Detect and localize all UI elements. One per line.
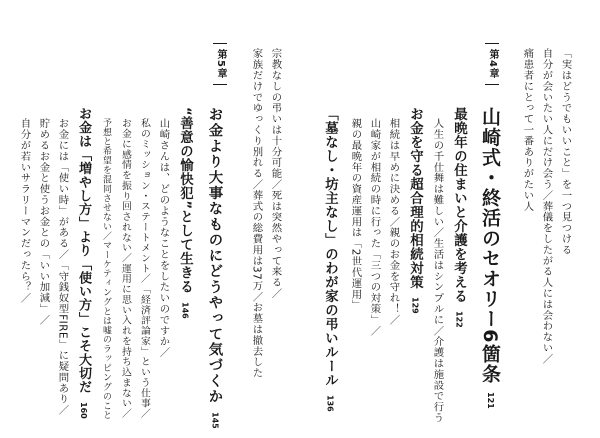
ch5-title-text: お金より大事なものにどうやって気づくか (206, 107, 223, 405)
ch4-intro-line-1: 「実はどうでもいいこと」を一つ見つける (559, 48, 572, 256)
ch4-sec2-sub-2: 山崎家が相続の時に行った「三つの対策」／ (368, 118, 381, 336)
ch4-sec2-title-text: お金を守る超合理的相続対策 (407, 107, 423, 289)
ch5-sec1-title[interactable] (178, 107, 191, 319)
ch5-sec2-title[interactable] (77, 107, 90, 419)
ch5-sec2-sub-1: お金には「使い時」がある／「守銭奴型FIRE」に疑問あり／ (56, 118, 69, 416)
ch4-intro-line-3: 痛患者にとって一番ありがたい人 (521, 48, 534, 212)
ch4-sec3-page: 136 (325, 395, 335, 412)
ch5-sec1-sub-3: お金に感情を振り回されない／運用に思い入れを持ち込まない／ (119, 118, 131, 419)
ch4-sec2-sub-1: 相続は早めに決める／親のお金を守れ！／ (387, 118, 400, 326)
ch5-title-page: 145 (210, 412, 220, 430)
ch4-sec1-title[interactable] (452, 107, 465, 328)
ch5-sec2-sub-3: 自分が若いサラリーマンだったら？／ (18, 118, 31, 304)
ch4-sec3-title-text: 「墓なし・坊主なし」のわが家の弔いルール (322, 107, 338, 387)
ch4-title[interactable] (480, 107, 499, 409)
ch5-intro-line-1: 宗教なしの弔いは十分可能／死は突然やって来る／ (269, 48, 282, 299)
ch4-title-text: 山崎式・終活のセオリー6箇条 (479, 107, 501, 385)
ch4-sec3-title[interactable] (323, 107, 336, 412)
ch5-title[interactable] (207, 107, 221, 429)
ch5-sec2-page: 160 (79, 401, 89, 419)
ch5-sec1-page: 146 (180, 301, 190, 319)
ch4-sec2-sub-3: 親の最晩年の資産運用は「2世代運用」 (349, 118, 362, 311)
ch4-sec1-title-text: 最晩年の住まいと介護を考える (451, 107, 467, 303)
ch5-sec1-sub-1: 山崎さんは、どのようなことをしたいのですか／ (157, 118, 170, 358)
ch5-sec1-title-text: “善意の愉快犯”として生きる (177, 107, 193, 294)
ch4-chapter-tag: 第4章 (485, 43, 499, 85)
ch4-sec2-page: 129 (410, 297, 420, 314)
ch4-intro-line-2: 自分が会いたい人にだけ会う／葬儀をしたがる人には会わない／ (540, 48, 553, 365)
ch5-sec1-sub-4: 予想と希望を混同させない／マーケティングとは嘘のラッピングのこと (100, 118, 111, 420)
ch5-sec2-sub-2: 貯めるお金と使うお金との「いい加減」／ (37, 118, 50, 326)
ch4-title-page: 121 (486, 392, 495, 409)
ch5-sec1-sub-2: 私のミッション・ステートメント／「経済評論家」という仕事／ (138, 118, 150, 419)
ch5-chapter-tag: 第5章 (213, 43, 227, 85)
ch4-sec2-title[interactable] (408, 107, 421, 314)
ch5-intro-line-2: 家族だけでゆっくり別れる／葬式の総費用は37万／お墓は撤去した (250, 48, 263, 379)
ch4-sec1-sub-1: 人生の千仕舞は難しい／生活はシンプルに／介護は施設で行う (431, 118, 444, 424)
ch4-sec1-page: 122 (454, 311, 464, 328)
ch5-sec2-title-text: お金は「増やし方」より「使い方」こそ大切だ (76, 107, 92, 394)
